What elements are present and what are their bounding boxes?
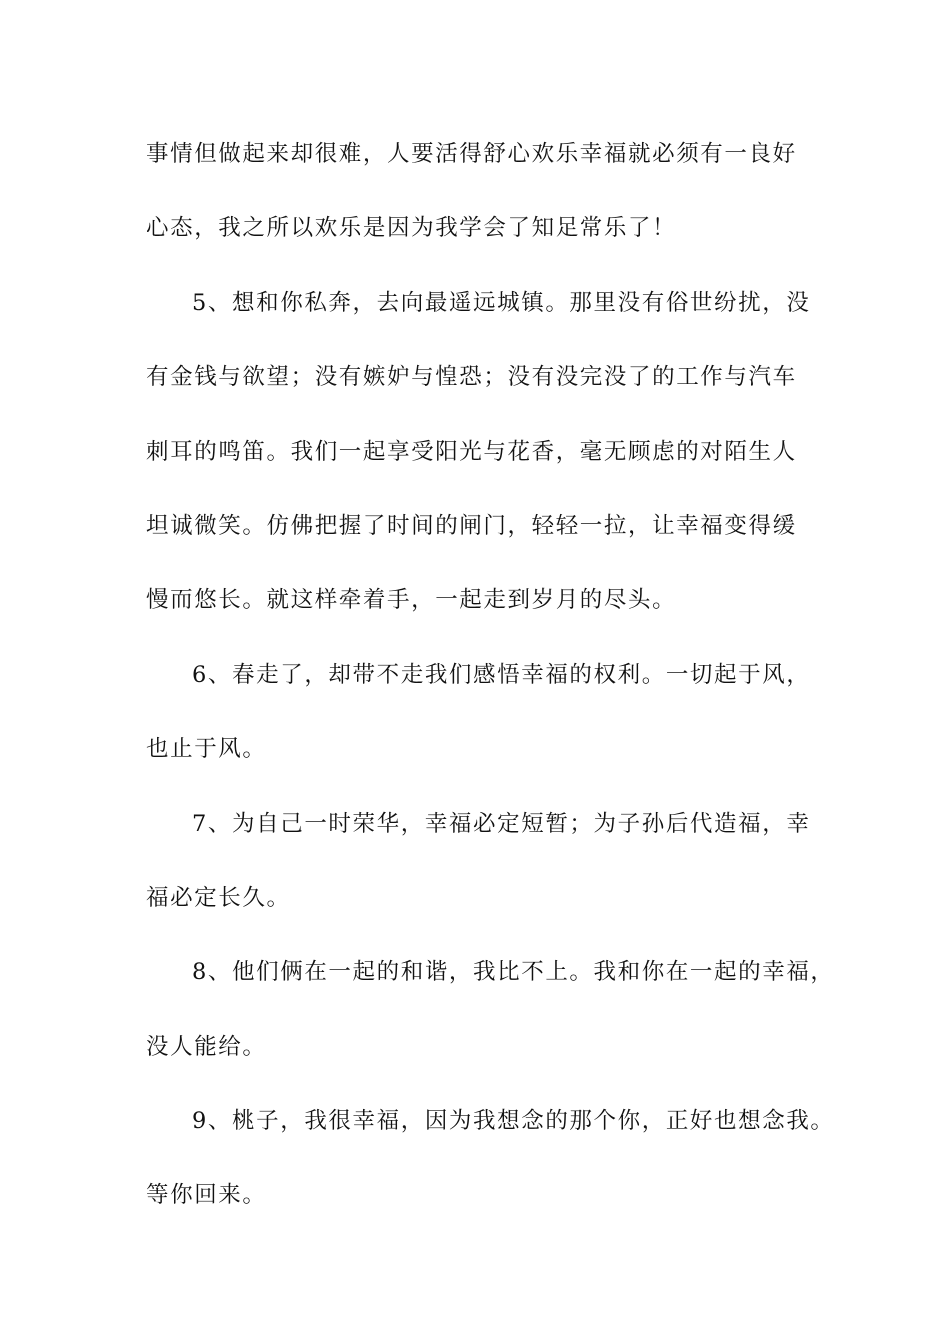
document-body	[146, 132, 835, 1248]
text-line: 慢而悠长。就这样牵着手，一起走到岁月的尽头。	[146, 587, 677, 614]
text-line: 坦诚微笑。仿佛把握了时间的闸门，轻轻一拉，让幸福变得缓	[146, 512, 797, 539]
text-line: 6、春走了，却带不走我们感悟幸福的权利。一切起于风，	[192, 661, 811, 688]
text-line: 5、想和你私奔，去向最遥远城镇。那里没有俗世纷扰，没	[192, 289, 811, 316]
text-line: 等你回来。	[146, 1182, 267, 1209]
text-line: 有金钱与欲望；没有嫉妒与惶恐；没有没完没了的工作与汽车	[146, 364, 797, 391]
text-line: 8、他们俩在一起的和谐，我比不上。我和你在一起的幸福，	[192, 959, 835, 986]
text-line: 也止于风。	[146, 736, 267, 763]
text-line: 事情但做起来却很难，人要活得舒心欢乐幸福就必须有一良好	[146, 141, 797, 167]
text-line: 9、桃子，我很幸福，因为我想念的那个你，正好也想念我。	[192, 1108, 835, 1135]
text-line: 刺耳的鸣笛。我们一起享受阳光与花香，毫无顾虑的对陌生人	[146, 438, 797, 465]
text-line: 7、为自己一时荣华，幸福必定短暂；为子孙后代造福，幸	[192, 810, 811, 837]
text-line: 福必定长久。	[146, 884, 291, 911]
text-line: 没人能给。	[146, 1033, 267, 1060]
text-line: 心态，我之所以欢乐是因为我学会了知足常乐了！	[146, 215, 677, 242]
